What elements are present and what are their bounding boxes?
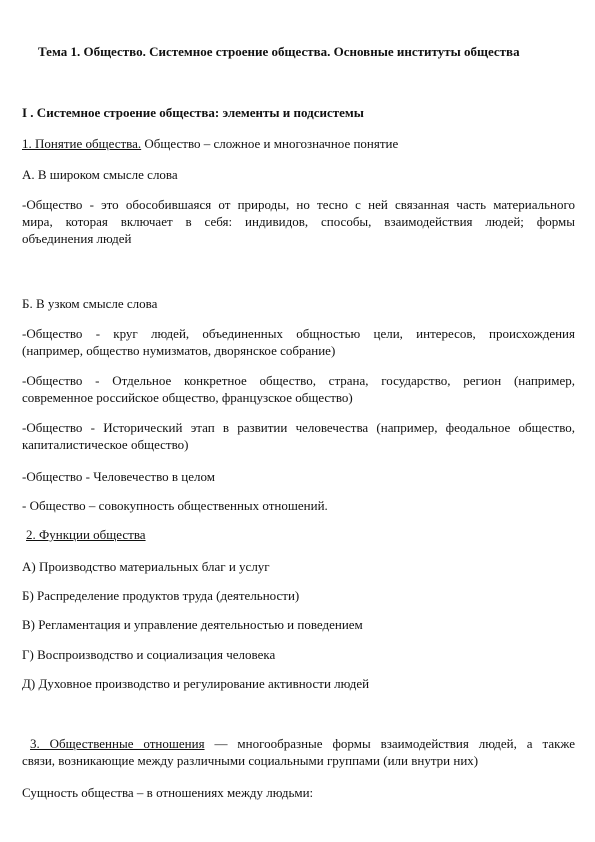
broad-sense-label: А. В широком смысле слова: [22, 167, 178, 182]
relations-paragraph: [22, 735, 575, 769]
narrow-definition-2-line-1: -Общество - Отдельное конкретное общество, страна, государство, регион (например,: [22, 373, 575, 388]
section-heading: I . Системное строение общества: элементы и подсистемы: [22, 105, 364, 120]
narrow-definition-2-line-2: современное российское общество, французское общество): [22, 390, 353, 405]
narrow-definition-5: - Общество – совокупность общественных отношений.: [22, 498, 328, 513]
concept-text: Общество – сложное и многозначное понятие: [141, 136, 399, 151]
society-essence: Сущность общества – в отношениях между людьми:: [22, 785, 314, 800]
function-item-d: Д) Духовное производство и регулирование активности людей: [22, 676, 370, 691]
narrow-definition-4: -Общество - Человечество в целом: [22, 469, 215, 484]
function-item-b: Б) Распределение продуктов труда (деятельности): [22, 588, 300, 603]
narrow-definition-1: [22, 325, 575, 359]
broad-definition: [22, 196, 575, 247]
narrow-definition-1-line-2: (например, общество нумизматов, дворянское собрание): [22, 343, 336, 358]
functions-heading: 2. Функции общества: [26, 527, 146, 542]
relations-line-2: связи, возникающие между различными социальными группами (или внутри них): [22, 753, 479, 768]
narrow-definition-3: [22, 419, 575, 453]
relations-heading: 3. Общественные отношения: [30, 736, 205, 751]
function-item-g: Г) Воспроизводство и социализация человека: [22, 647, 276, 662]
concept-heading: 1. Понятие общества.: [22, 136, 142, 151]
narrow-definition-2: [22, 372, 575, 406]
narrow-sense-label: Б. В узком смысле слова: [22, 296, 158, 311]
relations-line-1: [22, 735, 575, 752]
broad-definition-line-2: мира, которая включает в себя: индивидов, способы, взаимодействия людей; формы: [22, 214, 575, 229]
concept-paragraph: [22, 135, 575, 152]
narrow-definition-3-line-2: капиталистическое общество): [22, 437, 189, 452]
function-item-a: А) Производство материальных благ и услуг: [22, 559, 270, 574]
narrow-definition-1-line-1: -Общество - круг людей, объединенных общностью цели, интересов, происхождения: [22, 326, 575, 341]
document-title: Тема 1. Общество. Системное строение общества. Основные институты общества: [38, 44, 520, 59]
broad-definition-line-1: -Общество - это обособившаяся от природы, но тесно с ней связанная часть материального: [22, 197, 575, 212]
relations-definition: — многообразные формы взаимодействия людей, а также: [204, 736, 575, 751]
function-item-v: В) Регламентация и управление деятельностью и поведением: [22, 617, 363, 632]
narrow-definition-3-line-1: -Общество - Исторический этап в развитии человечества (например, феодальное общество,: [22, 420, 575, 435]
broad-definition-line-3: объединения людей: [22, 231, 132, 246]
